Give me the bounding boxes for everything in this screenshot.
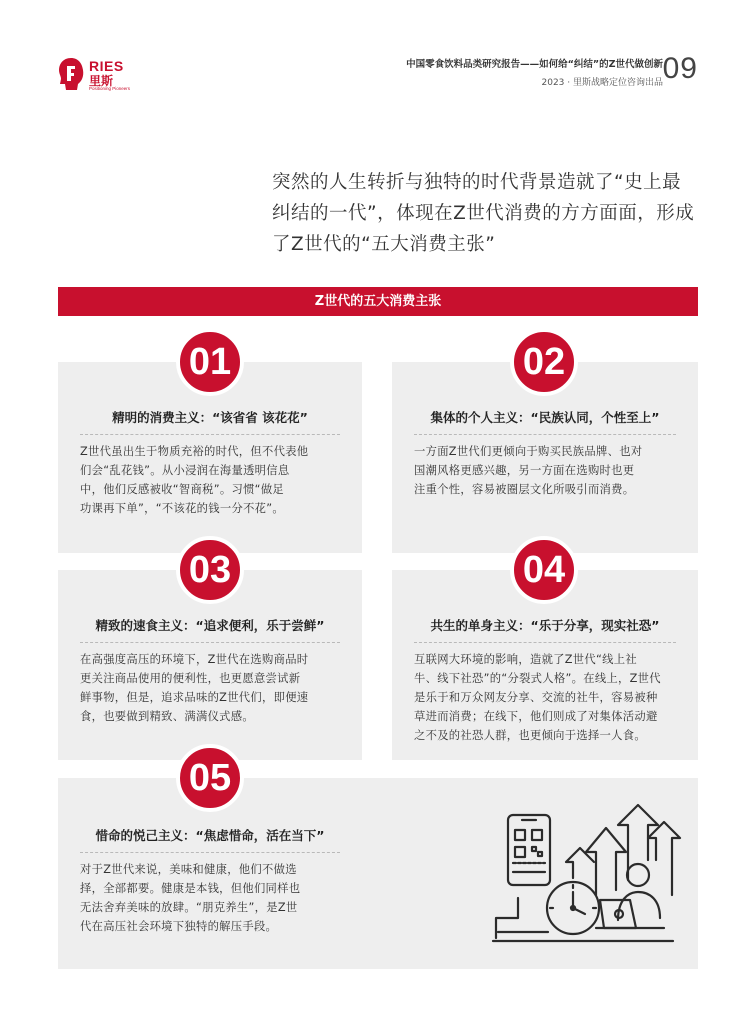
card-line: 互联网大环境的影响，造就了Z世代“线上社 [414,653,637,666]
card-number-badge: 04 [510,536,578,604]
card-line: 中，他们反感被收“智商税”。习惯“做足 [80,483,285,496]
card-title: 共生的单身主义：“乐于分享，现实社恐” [430,618,660,633]
card-title: 精明的消费主义：“该省省 该花花” [112,410,308,425]
ries-logo [57,55,147,95]
card-line: 草进而消费；在线下，他们则成了对集体活动避 [414,710,658,723]
card-title: 集体的个人主义：“民族认同，个性至上” [430,410,660,425]
intro-paragraph [272,167,702,260]
card-line: 更关注商品使用的便利性，也更愿意尝试新 [80,672,301,685]
card-line: 们会“乱花钱”。从小浸润在海量透明信息 [80,464,290,477]
card-divider [80,852,340,853]
card-line: 代在高压社会环境下独特的解压手段。 [80,920,278,933]
card-line: 择，全部都要。健康是本钱，但他们同样也 [80,882,301,895]
person-laptop-icon [596,864,664,928]
logo-text-en: RIES [89,58,124,74]
growth-arrows-icon [566,805,680,895]
intro-line: 纠结的一代”，体现在Z世代消费的方方面面，形成 [272,203,695,224]
card-body [80,860,362,936]
intro-line: 突然的人生转折与独特的时代背景造就了“史上最 [272,172,682,193]
card-line: 是乐于和万众网友分享、交流的社牛，容易被种 [414,691,658,704]
logo-tagline: Positioning Pioneers [89,86,131,91]
card-body [414,650,676,745]
card-line: 功课再下单”，“不该花的钱一分不花”。 [80,502,285,515]
report-title: 中国零食饮料品类研究报告——如何给“纠结”的Z世代做创新 [406,59,663,70]
qr-phone-icon [508,815,550,885]
card-divider [414,642,676,643]
report-subtitle: 2023 · 里斯战略定位咨询出品 [541,78,663,88]
card-body [414,442,676,499]
card-line: 国潮风格更感兴趣，另一方面在选购时也更 [414,464,635,477]
card-number-badge: 02 [510,328,578,396]
card-divider [414,434,676,435]
card-title: 惜命的悦己主义：“焦虑惜命，活在当下” [95,828,325,843]
card-line: 鲜事物，但是，追求品味的Z世代们，即便速 [80,691,309,704]
clock-icon [547,882,599,934]
card-line: 之不及的社恐人群，也更倾向于选择一人食。 [414,729,646,742]
card-line: 在高强度高压的环境下，Z世代在选购商品时 [80,653,309,666]
card-line: Z世代虽出生于物质充裕的时代，但不代表他 [80,445,309,458]
stairs-icon [493,898,673,941]
report-header [406,56,663,88]
card-title: 精致的速食主义：“追求便利，乐于尝鲜” [95,618,325,633]
card-line: 无法舍弃美味的放肆。“朋克养生”，是Z世 [80,901,298,914]
card-line: 注重个性，容易被圈层文化所吸引而消费。 [414,483,635,496]
card-number-badge: 01 [176,328,244,396]
card-divider [80,642,340,643]
section-banner: Z世代的五大消费主张 [58,287,698,316]
card-line: 对于Z世代来说，美味和健康，他们不做选 [80,863,297,876]
logo-text-cn: 里斯 [89,74,114,88]
card-line: 食，也要做到精致、满满仪式感。 [80,710,254,723]
intro-line: 了Z世代的“五大消费主张” [272,234,496,255]
card-number-badge: 03 [176,536,244,604]
head-silhouette-icon [57,57,85,91]
card-number-badge: 05 [176,744,244,812]
card-divider [80,434,340,435]
page-number: 09 [662,52,698,85]
lifestyle-illustration [488,800,688,950]
card-body [80,442,340,518]
card-line: 一方面Z世代们更倾向于购买民族品牌、也对 [414,445,643,458]
card-line: 牛、线下社恐”的“分裂式人格”。在线上，Z世代 [414,672,661,685]
card-body [80,650,340,726]
